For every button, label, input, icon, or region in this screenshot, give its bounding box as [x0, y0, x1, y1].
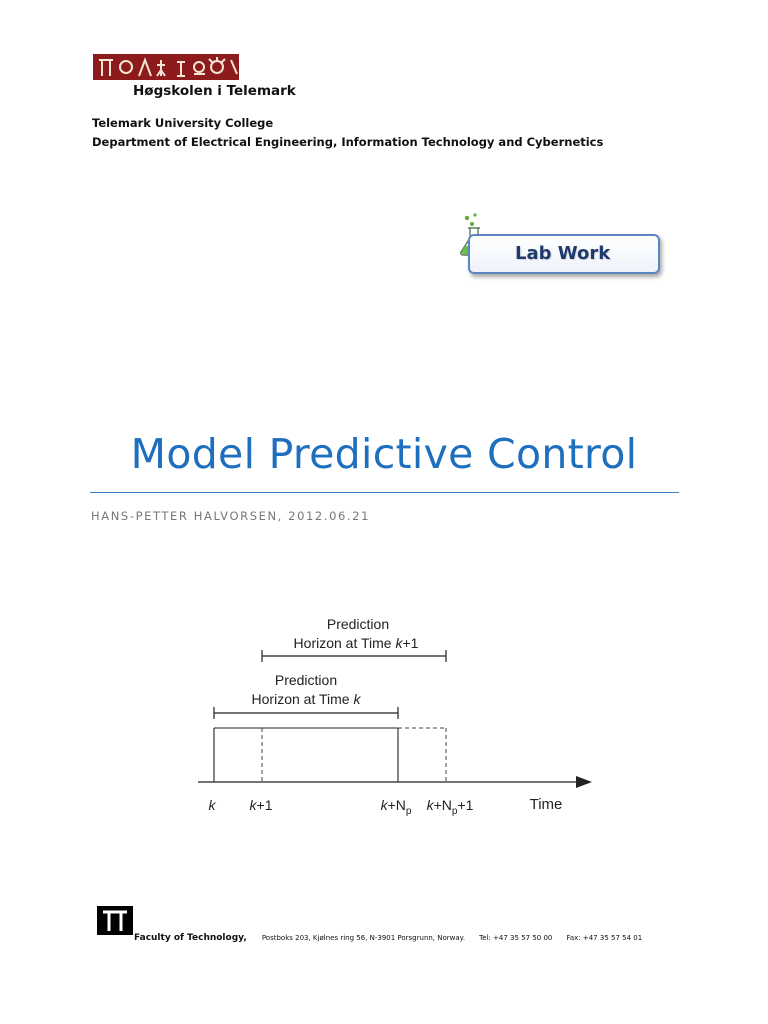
tick-label-k: k — [208, 797, 216, 813]
department-name: Department of Electrical Engineering, Information Technology and Cybernetics — [92, 135, 604, 149]
horizon-window-k — [214, 728, 398, 782]
top-horizon-line2: Horizon at Time k+1 — [293, 635, 419, 651]
document-title: Model Predictive Control — [130, 430, 638, 478]
horizon-window-k-plus-1 — [262, 728, 446, 782]
badge-label: Lab Work — [515, 243, 611, 264]
title-divider — [90, 492, 679, 493]
footer — [134, 925, 642, 944]
college-name: Telemark University College — [92, 116, 274, 130]
author-date-line: HANS-PETTER HALVORSEN, 2012.06.21 — [91, 509, 371, 523]
footer-fax: Fax: +47 35 57 54 01 — [566, 934, 643, 942]
bottom-horizon-line2: Horizon at Time k — [251, 691, 361, 707]
institution-logo — [93, 54, 239, 80]
bottom-horizon-bracket — [214, 707, 398, 719]
tick-label-k-plus-1: k+1 — [249, 797, 273, 813]
top-horizon-bracket — [262, 650, 446, 662]
time-axis-arrow — [576, 776, 592, 788]
footer-faculty: Faculty of Technology, — [134, 933, 247, 943]
footer-phone: Tel: +47 35 57 50 00 — [479, 934, 553, 942]
bottom-horizon-line1: Prediction — [274, 672, 338, 688]
tick-label-k-plus-np: $k+N_p$ — [380, 797, 412, 817]
prediction-horizon-diagram — [190, 610, 610, 835]
lab-work-badge — [468, 234, 660, 274]
faculty-logo — [97, 906, 133, 935]
footer-address: Postboks 203, Kjølnes ring 56, N-3901 Porsgrunn, Norway. — [261, 934, 466, 942]
axis-label-time: Time — [529, 796, 563, 813]
tick-label-k-plus-np-plus-1: $k+N_p+1$ — [426, 797, 474, 817]
institution-name: Høgskolen i Telemark — [133, 83, 296, 99]
top-horizon-line1: Prediction — [326, 616, 390, 632]
